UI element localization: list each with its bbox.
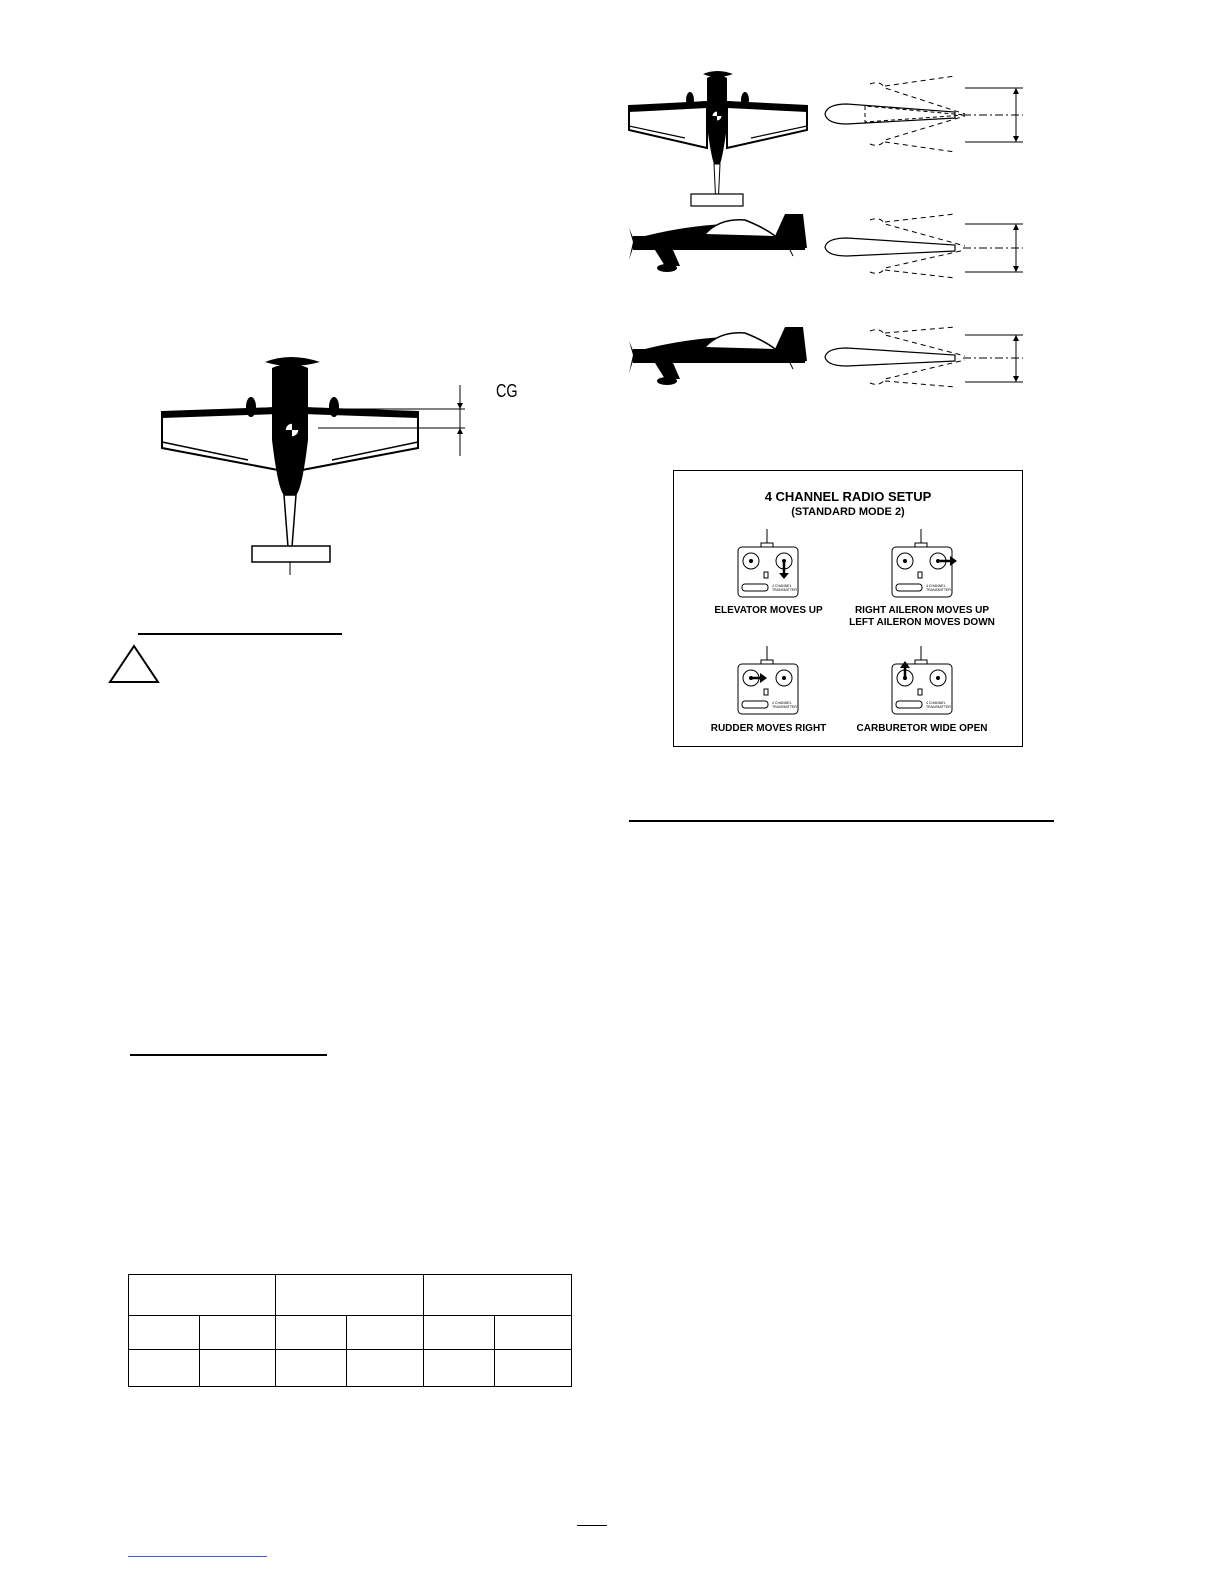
page-number-rule (577, 1525, 607, 1526)
table-cell (200, 1316, 276, 1350)
svg-text:4 CHANNEL: 4 CHANNEL (772, 584, 792, 588)
table-cell (276, 1350, 347, 1387)
transmitter-throttle-icon (888, 646, 958, 716)
table-cell (129, 1275, 276, 1316)
table-cell (129, 1350, 200, 1387)
svg-text:TRANSMITTER: TRANSMITTER (772, 705, 797, 709)
radio-setup-box (673, 470, 1023, 747)
footer-link[interactable] (128, 1556, 267, 1557)
svg-text:TRANSMITTER: TRANSMITTER (926, 705, 951, 709)
table-cell (200, 1350, 276, 1387)
rudder-throw-diagram (625, 323, 1035, 393)
empty-table (128, 1274, 572, 1387)
table-cell (129, 1316, 200, 1350)
radio-setup-title: 4 CHANNEL RADIO SETUP (764, 489, 932, 504)
table-cell (276, 1316, 347, 1350)
transmitter-aileron-icon (888, 529, 968, 599)
svg-text:4 CHANNEL: 4 CHANNEL (926, 701, 946, 705)
table-cell (276, 1275, 424, 1316)
table-cell (424, 1316, 495, 1350)
table-cell (424, 1275, 572, 1316)
section-rule (629, 820, 1054, 822)
elevator-caption: ELEVATOR MOVES UP (714, 605, 823, 616)
cg-diagram (150, 350, 480, 580)
airplane-top-view-icon (150, 350, 480, 580)
radio-setup-subtitle: (STANDARD MODE 2) (791, 506, 905, 518)
throttle-caption: CARBURETOR WIDE OPEN (856, 723, 988, 734)
table-cell (495, 1350, 572, 1387)
svg-text:TRANSMITTER: TRANSMITTER (926, 588, 951, 592)
table-cell (495, 1316, 572, 1350)
warning-icon (108, 644, 160, 684)
cg-label: CG (496, 381, 518, 401)
section-rule (138, 633, 342, 635)
transmitter-elevator-icon (734, 529, 804, 599)
section-rule (130, 1054, 327, 1056)
svg-text:4 CHANNEL: 4 CHANNEL (772, 701, 792, 705)
elevator-throw-diagram (625, 210, 1035, 280)
aileron-throw-diagram (625, 66, 1035, 212)
svg-text:TRANSMITTER: TRANSMITTER (772, 588, 797, 592)
aileron-caption: RIGHT AILERON MOVES UP LEFT AILERON MOVES DOWN (849, 605, 995, 628)
table-cell (347, 1316, 424, 1350)
rudder-caption: RUDDER MOVES RIGHT (710, 723, 827, 734)
table-cell (347, 1350, 424, 1387)
table-cell (424, 1350, 495, 1387)
svg-text:4 CHANNEL: 4 CHANNEL (926, 584, 946, 588)
transmitter-rudder-icon (734, 646, 804, 716)
